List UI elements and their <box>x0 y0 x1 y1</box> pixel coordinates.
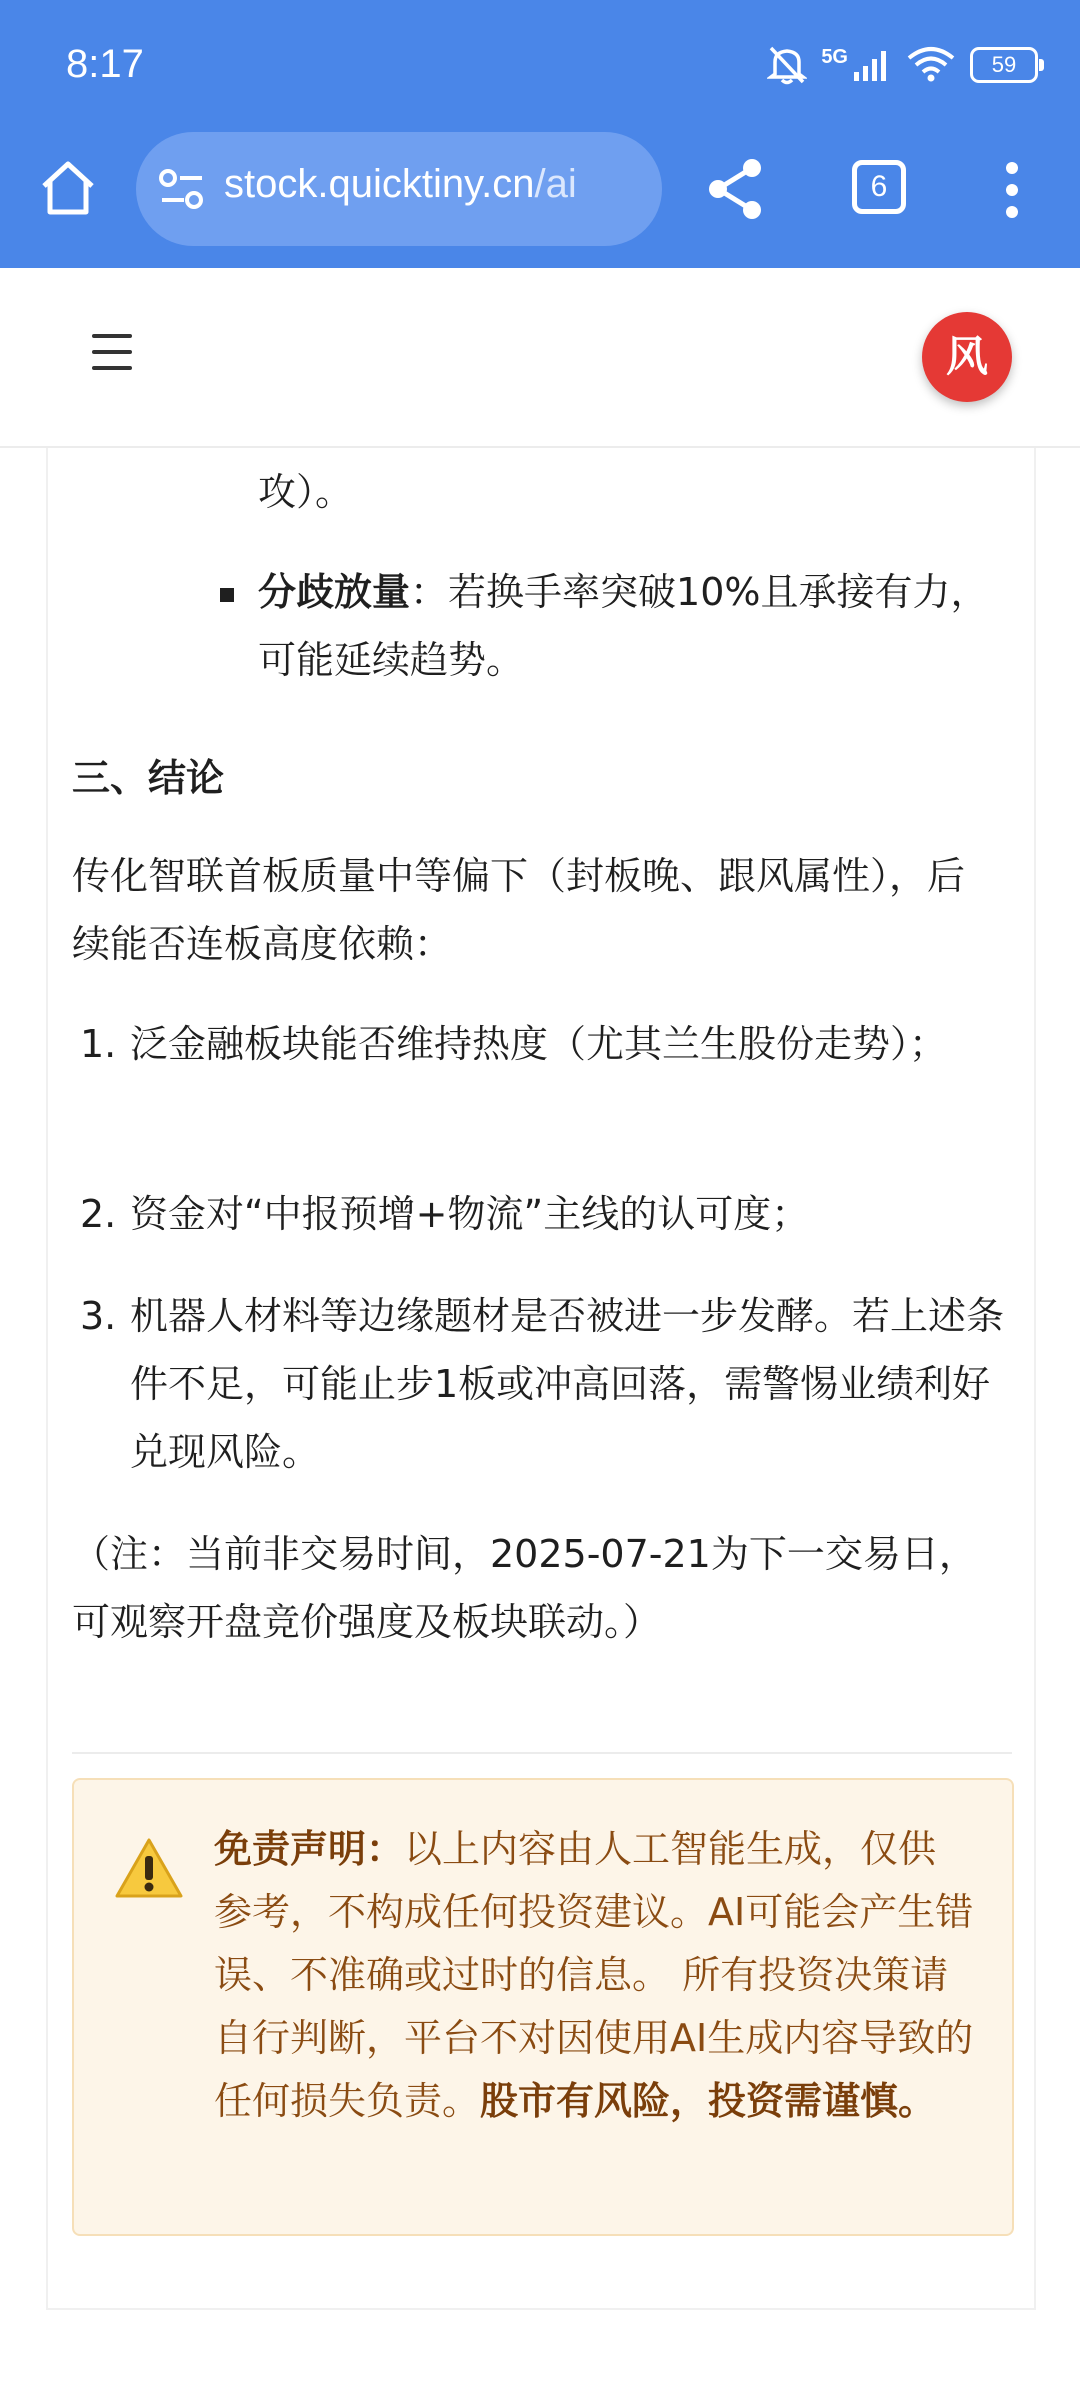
bullet-square-icon <box>220 588 234 602</box>
disclaimer-text <box>214 1818 974 2133</box>
article-card <box>46 448 1036 2310</box>
section-title: 三、结论 <box>72 756 225 800</box>
hamburger-menu-icon[interactable] <box>92 334 132 374</box>
continuation-text: 攻）。 <box>258 470 354 514</box>
disclaimer-emphasis: 股市有风险，投资需谨慎。 <box>480 2079 937 2123</box>
browser-chrome <box>0 0 1080 268</box>
conclusion-paragraph: 传化智联首板质量中等偏下（封板晚、跟风属性），后续能否连板高度依赖： <box>72 854 966 966</box>
browser-toolbar <box>0 132 1080 248</box>
signal-icon <box>852 48 892 82</box>
bullet-bold-label: 分歧放量 <box>258 570 411 614</box>
battery-indicator: 59 <box>970 47 1038 83</box>
list-text: 泛金融板块能否维持热度（尤其兰生股份走势）； <box>130 1022 948 1066</box>
share-icon[interactable] <box>704 154 768 224</box>
muted-bell-icon <box>767 44 807 86</box>
list-text: 资金对“中报预增+物流”主线的认可度； <box>130 1192 810 1236</box>
network-type: 5G <box>821 45 848 68</box>
list-text: 机器人材料等边缘题材是否被进一步发酵。若上述条件不足，可能止步1板或冲高回落，需警惕业绩利好兑现风险。 <box>130 1294 1005 1474</box>
home-icon[interactable] <box>36 156 100 220</box>
status-time: 8:17 <box>66 42 144 86</box>
url-text[interactable] <box>224 162 577 207</box>
bullet-text <box>258 558 1018 694</box>
disclaimer-body: 以上内容由人工智能生成，仅供参考，不构成任何投资建议。AI可能会产生错误、不准确或过时的信息。 所有投资决策请自行判断，平台不对因使用AI生成内容导致的任何损失负责。 <box>214 1827 974 2123</box>
bullet-body: ：若换手率突破10%且承接有力，可能延续趋势。 <box>258 570 989 682</box>
list-number: 3. <box>80 1294 117 1338</box>
site-header <box>0 268 1080 448</box>
disclaimer-label: 免责声明： <box>214 1827 405 1871</box>
user-avatar[interactable]: 风 <box>922 312 1012 402</box>
address-bar[interactable] <box>136 132 662 246</box>
url-path: /ai <box>534 162 577 206</box>
more-options-icon[interactable] <box>990 158 1034 222</box>
disclaimer-box <box>72 1778 1014 2236</box>
warning-icon <box>114 1836 184 1900</box>
trading-note: （注：当前非交易时间，2025-07-21为下一交易日，可观察开盘竞价强度及板块联动。） <box>72 1532 977 1644</box>
site-settings-icon[interactable] <box>158 166 206 212</box>
list-number: 2. <box>80 1192 117 1236</box>
url-host: stock.quicktiny.cn <box>224 162 535 206</box>
wifi-icon <box>906 46 956 84</box>
tab-switcher-button[interactable]: 6 <box>852 160 906 214</box>
divider <box>72 1752 1012 1754</box>
status-icons <box>767 44 1038 86</box>
list-number: 1. <box>80 1022 117 1066</box>
